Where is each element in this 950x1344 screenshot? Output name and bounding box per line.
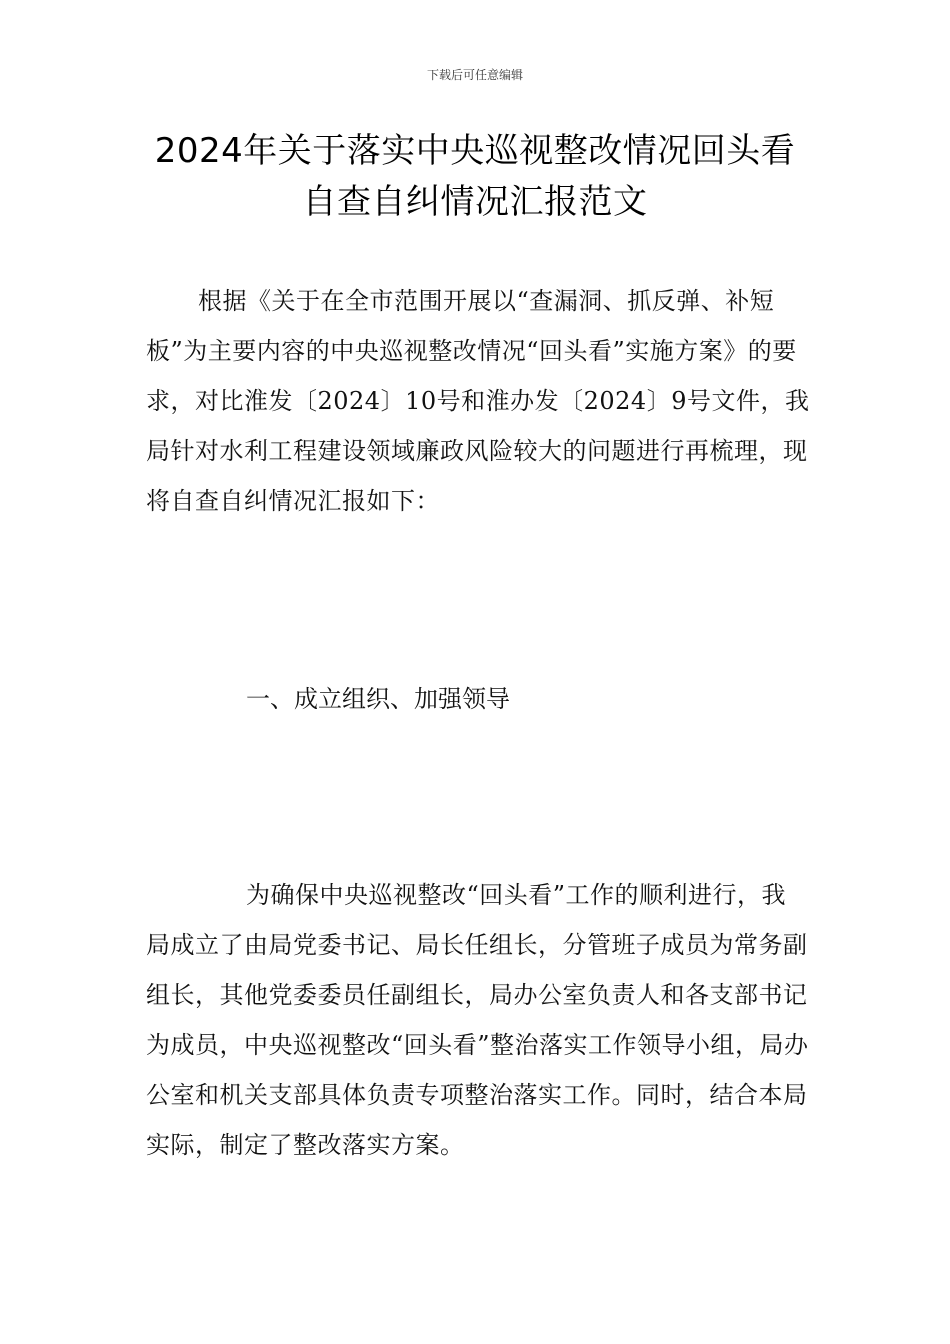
title-line-2: 自查自纠情况汇报范文 bbox=[302, 182, 648, 222]
intro-paragraph: 根据《关于在全市范围开展以“查漏洞、抓反弹、补短板”为主要内容的中央巡视整改情况“回头看”实施方案》的要求，对比淮发〔2024〕10号和淮办发〔2024〕9号文件，我局针对水利工程建设领域廉政风险较大的问题进行再梳理，现将自查自纠情况汇报如下： bbox=[146, 287, 810, 515]
title-line-1: 2024年关于落实中央巡视整改情况回头看 bbox=[154, 131, 796, 171]
section-1-paragraph: 为确保中央巡视整改“回头看”工作的顺利进行，我局成立了由局党委书记、局长任组长，分管班子成员为常务副组长，其他党委委员任副组长，局办公室负责人和各支部书记为成员，中央巡视整改“回头看”整治落实工作领导小组，局办公室和机关支部具体负责专项整治落实工作。同时，结合本局实际，制定了整改落实方案。 bbox=[146, 881, 809, 1159]
section-heading-1: 一、成立组织、加强领导 bbox=[246, 685, 510, 713]
page-header-note: 下载后可任意编辑 bbox=[426, 68, 523, 82]
document-title bbox=[0, 126, 950, 228]
